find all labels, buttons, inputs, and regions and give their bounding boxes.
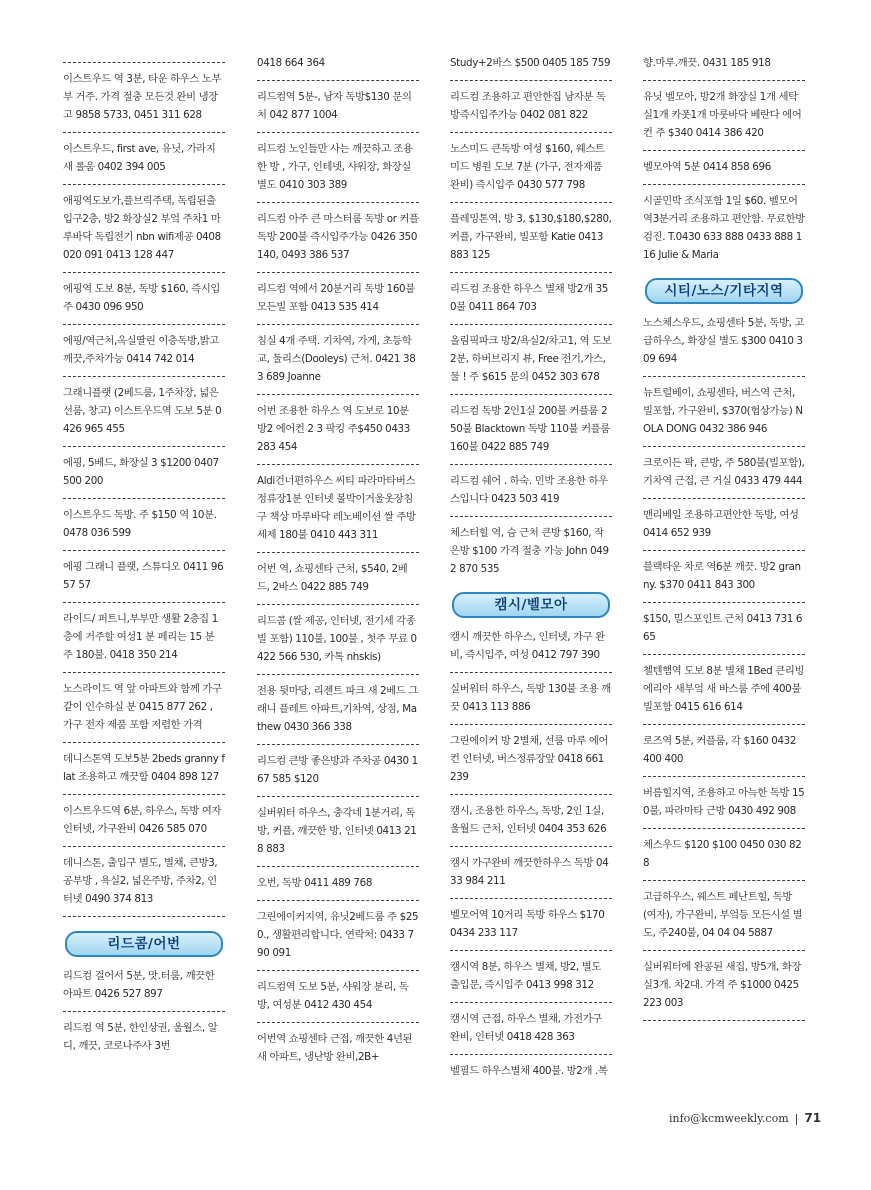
listing-entry: 그린에이커 방 2별채, 선룸 마루 에어컨 인터넷, 버스정류장앞 0418 661 239 xyxy=(450,735,609,783)
listing-entry: 시골민박 조식포함 1일 $60. 벨모어역3분거리 조용하고 편안함. 무료한방검진. T.0430 633 888 0433 888 116 Julie & Maria xyxy=(643,195,805,261)
listing-entry: 벨모아역 5분 0414 858 696 xyxy=(643,161,771,173)
page-footer xyxy=(669,1111,821,1125)
listing-entry: 이스트우드역 6분, 하우스, 독방 여자 인터넷, 가구완비 0426 585 070 xyxy=(63,805,222,835)
listing-entry: 이스트우드, first ave, 유닛, 가라지 새 롤움 0402 394 005 xyxy=(63,143,216,173)
dashed-separator xyxy=(450,394,612,395)
listing-entry: 캠시역 8분, 하우스 별채, 방2, 별도 출입문, 즉시입주 0413 998 312 xyxy=(450,961,601,991)
listing-entry: 체스터힐 역, 슴 근처 큰방 $160, 작은방 $100 가격 절충 가능 John 0492 870 535 xyxy=(450,527,609,575)
dashed-separator xyxy=(643,150,805,151)
dashed-separator xyxy=(450,672,612,673)
column-4 xyxy=(643,54,805,1028)
listing-entry: 라이드/ 퍼트니,부부만 생활 2층집 1층에 거주할 여성1 분 페리는 15 분 주 180불. 0418 350 214 xyxy=(63,613,218,661)
listing-entry: 어번역 쇼핑센타 근접, 깨끗한 4년된 새 아파트, 냉난방 완비,2B+ xyxy=(257,1033,413,1063)
listing-entry: 애핑역도보가,플브릭주택, 독립된출입구2층, 방2 화장실2 부엌 주차1 마루바닥 독립전기 nbn wifi제공 0408 020 091 0413 128 447 xyxy=(63,195,221,261)
dashed-separator xyxy=(643,828,805,829)
dashed-separator xyxy=(63,672,225,673)
dashed-separator xyxy=(63,132,225,133)
dashed-separator xyxy=(257,394,419,395)
listing-entry: 올림픽파크 방2/욕실2/차고1, 역 도보2분, 하버브리지 뷰, Free 전기,가스,물 ! 주 $615 문의 0452 303 678 xyxy=(450,335,612,383)
dashed-separator xyxy=(63,550,225,551)
dashed-separator xyxy=(643,376,805,377)
listing-entry: $150, 밀스포인트 근처 0413 731 665 xyxy=(643,613,803,643)
listing-entry: 리드컴 독방 2인1실 200불 커플룸 250불 Blacktown 독방 110불 커플룸 160불 0422 885 749 xyxy=(450,405,610,453)
dashed-separator xyxy=(63,794,225,795)
listing-entry: 에핑 그래니 플랫, 스튜디오 0411 96 57 57 xyxy=(63,561,224,591)
footer-email: info@kcmweekly.com xyxy=(669,1112,789,1125)
listing-entry: 전용 뒷마당, 리젠트 파크 새 2베드 그래니 플레트 아파트,기차역, 상점, Mathew 0430 366 338 xyxy=(257,685,419,733)
dashed-separator xyxy=(257,866,419,867)
listing-entry: 벨모어역 10거리 독방 하우스 $170 0434 233 117 xyxy=(450,909,605,939)
dashed-separator xyxy=(63,62,225,63)
dashed-separator xyxy=(63,846,225,847)
listing-entry: Aldi건너편하우스 씨티 파라마타버스정류장1분 인터넷 볼박이거울옷장침구 책상 마루바닥 레노베이션 쌀 주방세제 180불 0410 443 311 xyxy=(257,475,416,541)
listing-entry: 리드컴 쉐어 . 하숙. 민박 조용한 하우스입니다 0423 503 419 xyxy=(450,475,608,505)
listing-entry: 어번 조용한 하우스 역 도보로 10분 방2 에어컨 2 3 팍킹 주$450 0433 283 454 xyxy=(257,405,410,453)
dashed-separator xyxy=(643,880,805,881)
dashed-separator xyxy=(257,1022,419,1023)
listing-entry: 이스트우드 독방. 주 $150 역 10분. 0478 036 599 xyxy=(63,509,217,539)
listing-entry: 맨리베일 조용하고편안한 독방, 여성 0414 652 939 xyxy=(643,509,799,539)
dashed-separator xyxy=(257,604,419,605)
listing-entry: 리드컴 역에서 20분거리 독방 160불 모든빌 포함 0413 535 414 xyxy=(257,283,415,313)
listing-entry: 향.마루.깨끗. 0431 185 918 xyxy=(643,57,771,69)
column-2 xyxy=(257,54,419,1066)
dashed-separator xyxy=(257,80,419,81)
dashed-separator xyxy=(643,446,805,447)
dashed-separator xyxy=(257,900,419,901)
listing-entry: 에핑, 5베드, 화장실 3 $1200 0407 500 200 xyxy=(63,457,219,487)
listing-entry: 로즈역 5분, 커플룸, 각 $160 0432 400 400 xyxy=(643,735,797,765)
column-3 xyxy=(450,54,612,1080)
dashed-separator xyxy=(63,446,225,447)
listing-entry: 블랙타운 차로 역6분 깨끗. 방2 granny. $370 0411 843 300 xyxy=(643,561,801,591)
listing-entry: 실버워터에 완공된 새집, 방5개, 화장실3개. 차2대. 가격 주 $1000 0425 223 003 xyxy=(643,961,802,1009)
dashed-separator xyxy=(63,184,225,185)
listing-entry: 리드콤 (쌀 제공, 인터넷, 전기세 각종 빌 포함) 110불, 100불 , 첫주 무료 0422 566 530, 카톡 nhskis) xyxy=(257,615,417,663)
dashed-separator xyxy=(450,898,612,899)
dashed-separator xyxy=(450,724,612,725)
listing-entry: 유닛 벨모아, 방2개 화장실 1개 세탁실1개 카폿1개 마룻바닥 베란다 에어컨 주 $340 0414 386 420 xyxy=(643,91,802,139)
listing-entry: 캠시 가구완비 깨끗한하우스 독방 0433 984 211 xyxy=(450,857,609,887)
dashed-separator xyxy=(450,464,612,465)
listing-entry: 리드컴 조용한 하우스 별채 방2개 350불 0411 864 703 xyxy=(450,283,608,313)
listing-entry: 캠시역 근접, 하우스 별채, 가전가구 완비, 인터넷 0418 428 363 xyxy=(450,1013,602,1043)
listing-entry: 뉴트럴베이, 쇼핑센타, 버스역 근처, 빌포함, 가구완비, $370(협상가능) NOLA DONG 0432 386 946 xyxy=(643,387,803,435)
dashed-separator xyxy=(257,202,419,203)
dashed-separator xyxy=(643,776,805,777)
dashed-separator xyxy=(450,1054,612,1055)
dashed-separator xyxy=(257,970,419,971)
section-header: 시티/노스/기타지역 xyxy=(645,278,803,304)
listing-entry: 데니스톤, 출입구 별도, 별채, 큰방3, 공부방 , 욕실2, 넓은주방, 주차2, 인터넷 0490 374 813 xyxy=(63,857,218,905)
dashed-separator xyxy=(643,184,805,185)
dashed-separator xyxy=(257,132,419,133)
dashed-separator xyxy=(450,324,612,325)
listing-entry: 이스트우드 역 3분, 타운 하우스 노부부 거주. 가격 절충 모든것 완비 냉장고 9858 5733, 0451 311 628 xyxy=(63,73,222,121)
page-number: 71 xyxy=(804,1111,822,1125)
listing-entry: 리드컴 걸어서 5분, 맛.터룸, 깨끗한 아파트 0426 527 897 xyxy=(63,970,215,1000)
listing-entry: 리드컴 노인들만 사는 깨끗하고 조용한 방 , 가구, 인테넷, 샤워장, 화장실 별도 0410 303 389 xyxy=(257,143,413,191)
dashed-separator xyxy=(450,132,612,133)
listing-entry: 캠시 깨끗한 하우스, 인터넷, 가구 완비, 즉시입주, 여성 0412 797 390 xyxy=(450,631,605,661)
section-header: 리드콤/어번 xyxy=(65,931,223,957)
dashed-separator xyxy=(63,916,225,917)
section-header: 캠시/벨모아 xyxy=(452,592,610,618)
listing-entry: 에핑/역근처,옥실딸린 이층독방,밝고 깨끗,주차가능 0414 742 014 xyxy=(63,335,219,365)
listing-entry: 리드컴 큰방 좋은방과 주차공 0430 167 585 $120 xyxy=(257,755,418,785)
listing-entry: Study+2바스 $500 0405 185 759 xyxy=(450,57,611,69)
listing-entry: 데니스톤역 도보5분 2beds granny flat 조용하고 깨끗함 0404 898 127 xyxy=(63,753,225,783)
dashed-separator xyxy=(450,516,612,517)
dashed-separator xyxy=(643,724,805,725)
listing-entry: 실버워터 하우스, 독방 130불 조용 깨끗 0413 113 886 xyxy=(450,683,611,713)
listing-entry: 노스라이드 역 앞 아파트와 함께 가구 같이 인수하실 분 0415 877 262 , 가구 전자 제품 포함 저렴한 가격 xyxy=(63,683,222,731)
dashed-separator xyxy=(450,794,612,795)
dashed-separator xyxy=(643,950,805,951)
dashed-separator xyxy=(450,1002,612,1003)
listing-entry: 리드컴 아주 큰 마스터룸 독방 or 커플 독방 200불 즉시입주가능 0426 350 140, 0493 386 537 xyxy=(257,213,419,261)
listing-entry: 리드컴 조용하고 편안한집 남자분 독방즉시입주가능 0402 081 822 xyxy=(450,91,606,121)
listing-entry: 캠시, 조용한 하우스, 독방, 2인 1실, 울월드 근처, 인터넷 0404 353 626 xyxy=(450,805,607,835)
dashed-separator xyxy=(257,796,419,797)
listing-entry: 그래니플랫 (2베드룸, 1주차장, 넓은 선룸, 창고) 이스트우드역 도보 5분 0426 965 455 xyxy=(63,387,222,435)
listing-entry: 버름힐지역, 조용하고 아늑한 독방 150불, 파라마타 근방 0430 492 908 xyxy=(643,787,805,817)
listing-entry: 벨필드 하우스별채 400불. 방2개 .복 xyxy=(450,1065,608,1077)
dashed-separator xyxy=(63,324,225,325)
dashed-separator xyxy=(643,550,805,551)
listing-entry: 고급하우스, 웨스트 페난트힐, 독방(여자), 가구완비, 부엌등 모든시설 별도, 주240불, 04 04 04 5887 xyxy=(643,891,803,939)
dashed-separator xyxy=(257,324,419,325)
column-1 xyxy=(63,54,225,1055)
listing-entry: 크로이든 팍, 큰방, 주 580불(빌포함), 기차역 근접, 큰 거실 0433 479 444 xyxy=(643,457,805,487)
dashed-separator xyxy=(450,80,612,81)
listing-entry: 그린에이커지역, 유닛2베드룸 주 $250., 생활편리합니다. 연락처: 0433 790 091 xyxy=(257,911,419,959)
dashed-separator xyxy=(257,464,419,465)
listing-entry: 오번, 독방 0411 489 768 xyxy=(257,877,373,889)
dashed-separator xyxy=(643,602,805,603)
listing-entry: 플레밍톤역, 방 3, $130,$180,$280, 커플, 가구완비, 빌포함 Katie 0413 883 125 xyxy=(450,213,612,261)
dashed-separator xyxy=(450,272,612,273)
dashed-separator xyxy=(643,1020,805,1021)
dashed-separator xyxy=(257,674,419,675)
dashed-separator xyxy=(63,742,225,743)
listing-entry: 에핑역 도보 8분, 독방 $160, 즉시입주 0430 096 950 xyxy=(63,283,221,313)
listing-entry: 노스체스우드, 쇼핑센타 5분, 독방, 고급하우스, 화장실 별도 $300 0410 309 694 xyxy=(643,317,805,365)
dashed-separator xyxy=(63,602,225,603)
listing-entry: 침실 4개 주택. 기차역, 가게, 초등학교, 둘리스(Dooleys) 근처. 0421 383 689 Joanne xyxy=(257,335,416,383)
listing-entry: 리드컴 역 5분, 한인상권, 울월스, 알디, 깨끗, 코로나주사 3번 xyxy=(63,1022,218,1052)
dashed-separator xyxy=(257,552,419,553)
dashed-separator xyxy=(450,846,612,847)
dashed-separator xyxy=(257,272,419,273)
dashed-separator xyxy=(643,498,805,499)
listing-entry: 노스미드 큰독방 여성 $160, 웨스트미드 병원 도보 7분 (가구, 전자제품 완비) 즉시입주 0430 577 798 xyxy=(450,143,605,191)
dashed-separator xyxy=(643,654,805,655)
dashed-separator xyxy=(63,498,225,499)
dashed-separator xyxy=(63,376,225,377)
listing-entry: 0418 664 364 xyxy=(257,57,325,69)
listing-entry: 실버워터 하우스, 충각네 1분거리, 독방, 커플, 깨끗한 방, 인터넷 0413 218 883 xyxy=(257,807,417,855)
dashed-separator xyxy=(257,744,419,745)
footer-divider: | xyxy=(794,1112,799,1125)
dashed-separator xyxy=(643,80,805,81)
dashed-separator xyxy=(63,1011,225,1012)
listing-entry: 첼텐햄역 도보 8분 별채 1Bed 큰리빙 에리아 새부엌 새 바스룸 주에 400불 빌포함 0415 616 614 xyxy=(643,665,805,713)
listing-entry: 리드컴역 도보 5분, 샤워장 분리, 독방, 여성분 0412 430 454 xyxy=(257,981,409,1011)
listing-entry: 리드컴역 5분-, 남자 독방$130 문의처 042 877 1004 xyxy=(257,91,412,121)
listing-entry: 어번 역, 쇼핑센타 근처, $540, 2베드, 2바스 0422 885 749 xyxy=(257,563,408,593)
dashed-separator xyxy=(63,272,225,273)
dashed-separator xyxy=(450,202,612,203)
dashed-separator xyxy=(450,950,612,951)
listing-entry: 체스우드 $120 $100 0450 030 828 xyxy=(643,839,802,869)
